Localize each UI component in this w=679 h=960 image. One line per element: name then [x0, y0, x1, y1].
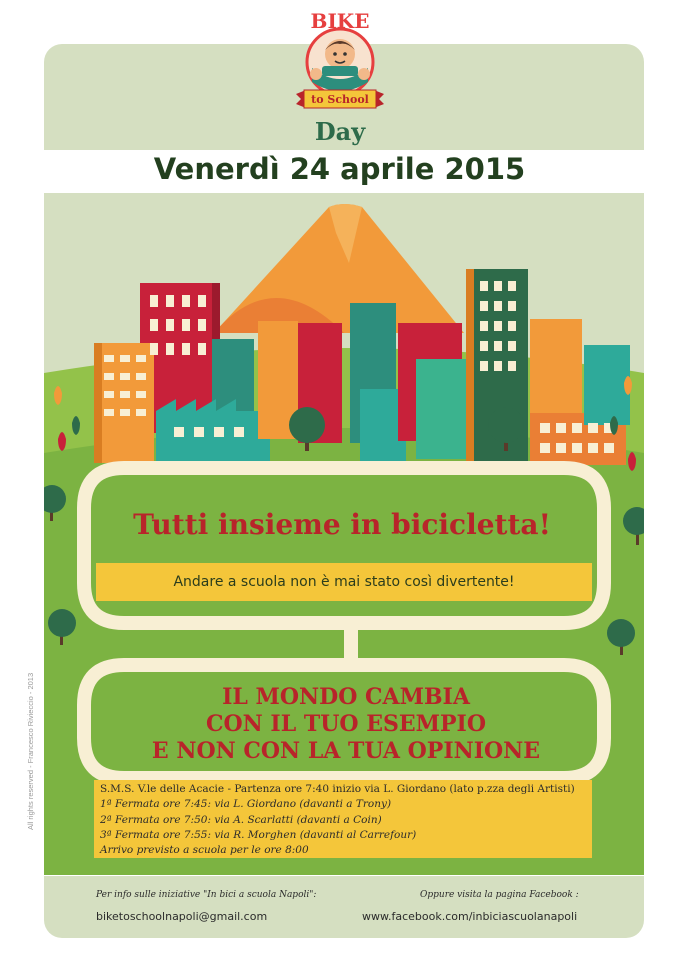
route-stop-2: 2ª Fermata ore 7:50: via A. Scarlatti (davanti a Coin): [100, 813, 382, 826]
motto: [96, 684, 596, 765]
tagline-banner: Andare a scuola non è mai stato così divertente!: [96, 563, 592, 601]
footer-facebook-link[interactable]: www.facebook.com/inbiciascuolanapoli: [362, 910, 578, 923]
logo-word-bike: BIKE: [310, 9, 370, 33]
footer-facebook-label: Oppure visita la pagina Facebook :: [420, 890, 579, 900]
footer-info-label: Per info sulle iniziative "In bici a scuola Napoli":: [96, 890, 317, 900]
bike-to-school-day-logo: [292, 4, 388, 154]
logo-word-to-school: to School: [311, 93, 369, 106]
footer-panel: [44, 876, 644, 938]
motto-line: E NON CON LA TUA OPINIONE: [151, 738, 541, 764]
logo-word-day: Day: [314, 117, 366, 146]
route-arrival: Arrivo previsto a scuola per le ore 8:00: [100, 844, 309, 857]
route-stop-1: 1ª Fermata ore 7:45: via L. Giordano (davanti a Trony): [100, 798, 392, 811]
logo-kid-badge: [307, 29, 373, 95]
headline: Tutti insieme in bicicletta!: [133, 508, 551, 541]
event-date: Venerdì 24 aprile 2015: [153, 152, 526, 186]
route-start: S.M.S. V.le delle Acacie - Partenza ore 7:40 inizio via L. Giordano (lato p.zza degli Artisti): [100, 783, 575, 795]
route-schedule: [94, 780, 592, 858]
motto-line: CON IL TUO ESEMPIO: [205, 711, 487, 737]
copyright-credit: All rights reserved - Francesco Rivieccio - 2013: [26, 672, 35, 830]
motto-line: IL MONDO CAMBIA: [222, 684, 470, 710]
route-stop-3: 3ª Fermata ore 7:55: via R. Morghen (davanti al Carrefour): [100, 828, 417, 841]
building-teal-right: [584, 345, 630, 425]
footer-email-link[interactable]: biketoschoolnapoli@gmail.com: [96, 910, 268, 923]
